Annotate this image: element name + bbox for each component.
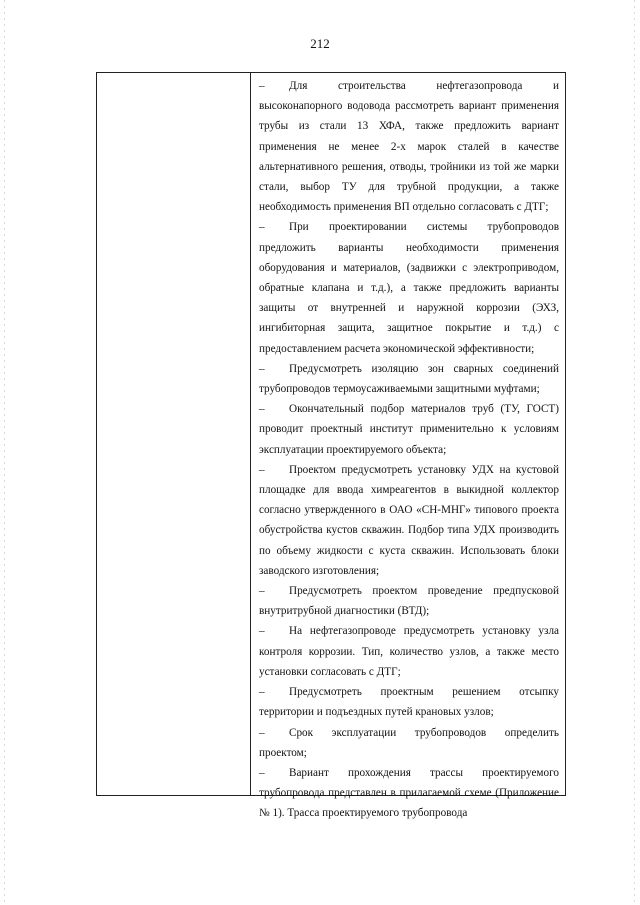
list-item (259, 359, 559, 399)
list-item-text: Вариант прохождения трассы проектируемого трубопровода представлен в прилагаемой схеме (Приложение № 1). Трасса проектируемого трубопровода (259, 766, 559, 820)
dash-marker: – (259, 80, 265, 92)
dash-marker: – (259, 686, 265, 699)
list-item-text: Проектом предусмотреть установку УДХ на кустовой площадке для ввода химреагентов в выкидной коллектор согласно утвержденного в ОАО «СН-МНГ» типового проекта обустройства кустов скважин. Подбор типа УДХ производить по объему жидкости с куста скважин. Использовать блоки заводского изготовления; (259, 463, 559, 577)
scan-edge-left (4, 0, 5, 905)
table-right-column (251, 73, 565, 820)
list-item (259, 763, 559, 824)
list-item-text: При проектировании системы трубопроводов предложить варианты необходимости применения оборудования и материалов, (задвижки с электроприводом, обратные клапана и т.д.), а также предложить варианты защиты от внутренней и наружной коррозии (ЭХЗ, ингибиторная защита, защитное покрытие и т.д.) с предоставлением расчета экономической эффективности; (259, 221, 559, 355)
dash-marker: – (259, 403, 265, 416)
list-item (259, 621, 559, 682)
requirements-table (96, 72, 566, 820)
list-item (259, 460, 559, 581)
list-item (259, 399, 559, 460)
list-item (259, 682, 559, 722)
list-item-text: Предусмотреть изоляцию зон сварных соединений трубопроводов термоусаживаемыми защитными муфтами; (259, 362, 559, 396)
page-number: 212 (310, 36, 330, 51)
list-item-text: Предусмотреть проектным решением отсыпку территории и подъездных путей крановых узлов; (259, 686, 559, 719)
dash-marker: – (259, 585, 265, 598)
list-item-text: Окончательный подбор материалов труб (ТУ, ГОСТ) проводит проектный институт применительно к условиям эксплуатации проектируемого объекта; (259, 403, 559, 456)
list-item (259, 723, 559, 763)
dash-marker: – (259, 463, 265, 476)
table-left-column (97, 73, 251, 795)
list-item-text: Предусмотреть проектом проведение предпусковой внутритрубной диагностики (ВТД); (259, 585, 559, 618)
list-item (259, 217, 559, 358)
list-item (259, 581, 559, 621)
dash-marker: – (259, 726, 265, 739)
dash-marker: – (259, 362, 265, 375)
list-item-text: На нефтегазопроводе предусмотреть установку узла контроля коррозии. Тип, количество узлов, а также место установки согласовать с ДТГ; (259, 625, 559, 678)
dash-marker: – (259, 625, 265, 638)
list-item (259, 76, 559, 217)
list-item-text: Для строительства нефтегазопровода и высоконапорного водовода рассмотреть вариант применения трубы из стали 13 ХФА, также предложить вариант применения не менее 2-х марок сталей в качестве альтернативного решения, отводы, тройники из той же марки стали, выбор ТУ для трубной продукции, а также необходимость применения ВП отдельно согласовать с ДТГ; (259, 80, 559, 214)
dash-marker: – (259, 221, 265, 234)
list-item-text: Срок эксплуатации трубопроводов определить проектом; (259, 726, 559, 759)
dash-marker: – (259, 766, 265, 779)
scan-edge-right (634, 0, 635, 905)
requirements-list (251, 73, 565, 824)
